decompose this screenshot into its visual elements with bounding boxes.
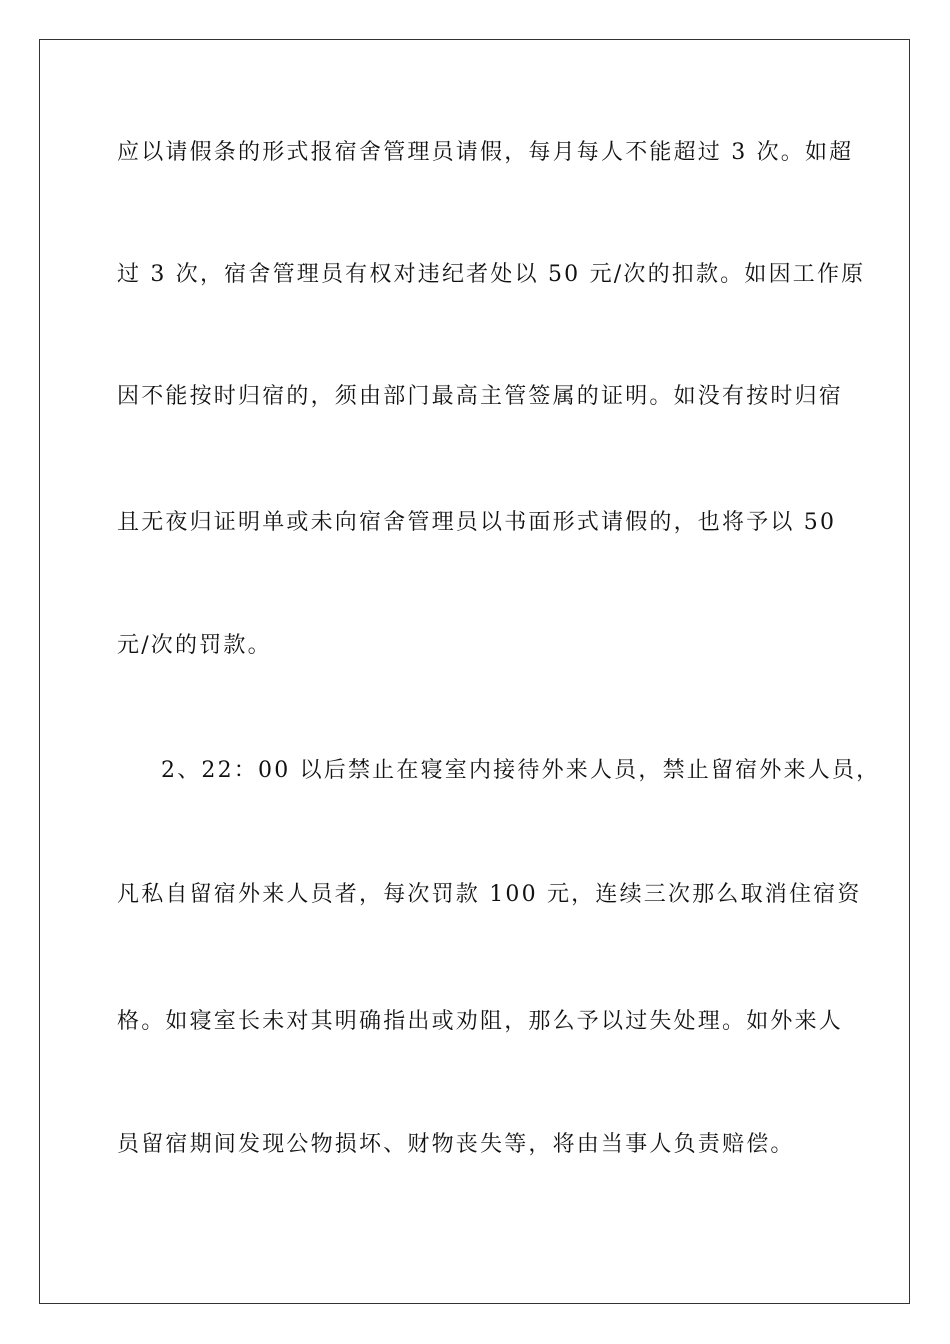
text-line: 元/次的罚款。 bbox=[117, 633, 272, 658]
text-line: 因不能按时归宿的，须由部门最高主管签属的证明。如没有按时归宿 bbox=[117, 384, 844, 409]
text-line: 过 3 次，宿舍管理员有权对违纪者处以 50 元/次的扣款。如因工作原 bbox=[117, 262, 866, 287]
text-line: 应以请假条的形式报宿舍管理员请假，每月每人不能超过 3 次。如超 bbox=[117, 140, 854, 165]
text-line: 员留宿期间发现公物损坏、财物丧失等，将由当事人负责赔偿。 bbox=[117, 1132, 795, 1157]
text-line: 凡私自留宿外来人员者，每次罚款 100 元，连续三次那么取消住宿资 bbox=[117, 882, 862, 907]
paragraph-start-line: 2、22：00 以后禁止在寝室内接待外来人员，禁止留宿外来人员， bbox=[161, 758, 881, 783]
page-border bbox=[39, 39, 910, 1304]
text-line: 格。如寝室长未对其明确指出或劝阻，那么予以过失处理。如外来人 bbox=[117, 1009, 844, 1034]
text-line: 且无夜归证明单或未向宿舍管理员以书面形式请假的，也将予以 50 bbox=[117, 510, 837, 535]
